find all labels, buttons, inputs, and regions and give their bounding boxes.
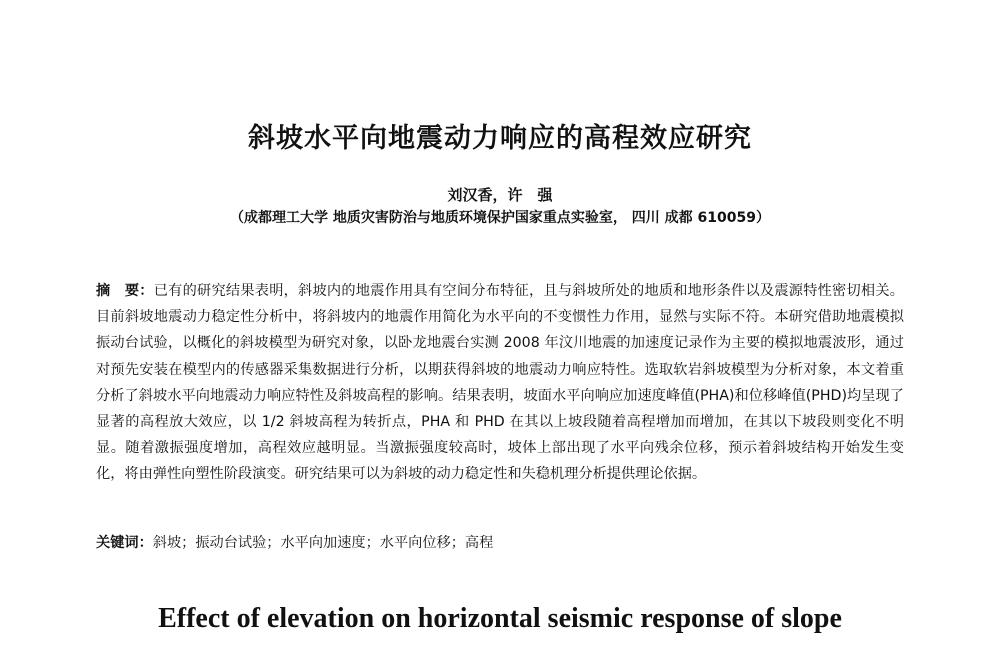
keywords-label: 关键词： [96, 535, 153, 551]
abstract [96, 278, 904, 488]
keywords [96, 531, 904, 555]
affiliation: （成都理工大学 地质灾害防治与地质环境保护国家重点实验室， 四川 成都 610059） [230, 210, 770, 226]
abstract-label: 摘 要： [96, 283, 154, 299]
abstract-text: 已有的研究结果表明，斜坡内的地震作用具有空间分布特征，且与斜坡所处的地质和地形条件以及震源特性密切相关。目前斜坡地震动力稳定性分析中，将斜坡内的地震作用简化为水平向的不变惯性力作用，显然与实际不符。本研究借助地震模拟振动台试验，以概化的斜坡模型为研究对象，以卧龙地震台实测 2008 年汶川地震的加速度记录作为主要的模拟地震波形，通过对预先安装在模型内的传感器采集数据进行分析，以期获得斜坡的地震动力响应特性。选取软岩斜坡模型为分析对象，本文着重分析了斜坡水平向地震动力响应特性及斜坡高程的影响。结果表明，坡面水平向响应加速度峰值(PHA)和位移峰值(PHD)均呈现了显著的高程放大效应，以 1/2 斜坡高程为转折点，PHA 和 PHD 在其以上坡段随着高程增加而增加，在其以下坡段则变化不明显。随着激振强度增加，高程效应越明显。当激振强度较高时，坡体上部出现了水平向残余位移，预示着斜坡结构开始发生变化，将由弹性向塑性阶段演变。研究结果可以为斜坡的动力稳定性和失稳机理分析提供理论依据。 [96, 283, 904, 483]
english-title: Effect of elevation on horizontal seismic response of slope [158, 603, 842, 634]
authors: 刘汉香，许 强 [447, 186, 553, 204]
chinese-title: 斜坡水平向地震动力响应的高程效应研究 [248, 123, 752, 154]
keywords-text: 斜坡；振动台试验；水平向加速度；水平向位移；高程 [152, 535, 494, 551]
